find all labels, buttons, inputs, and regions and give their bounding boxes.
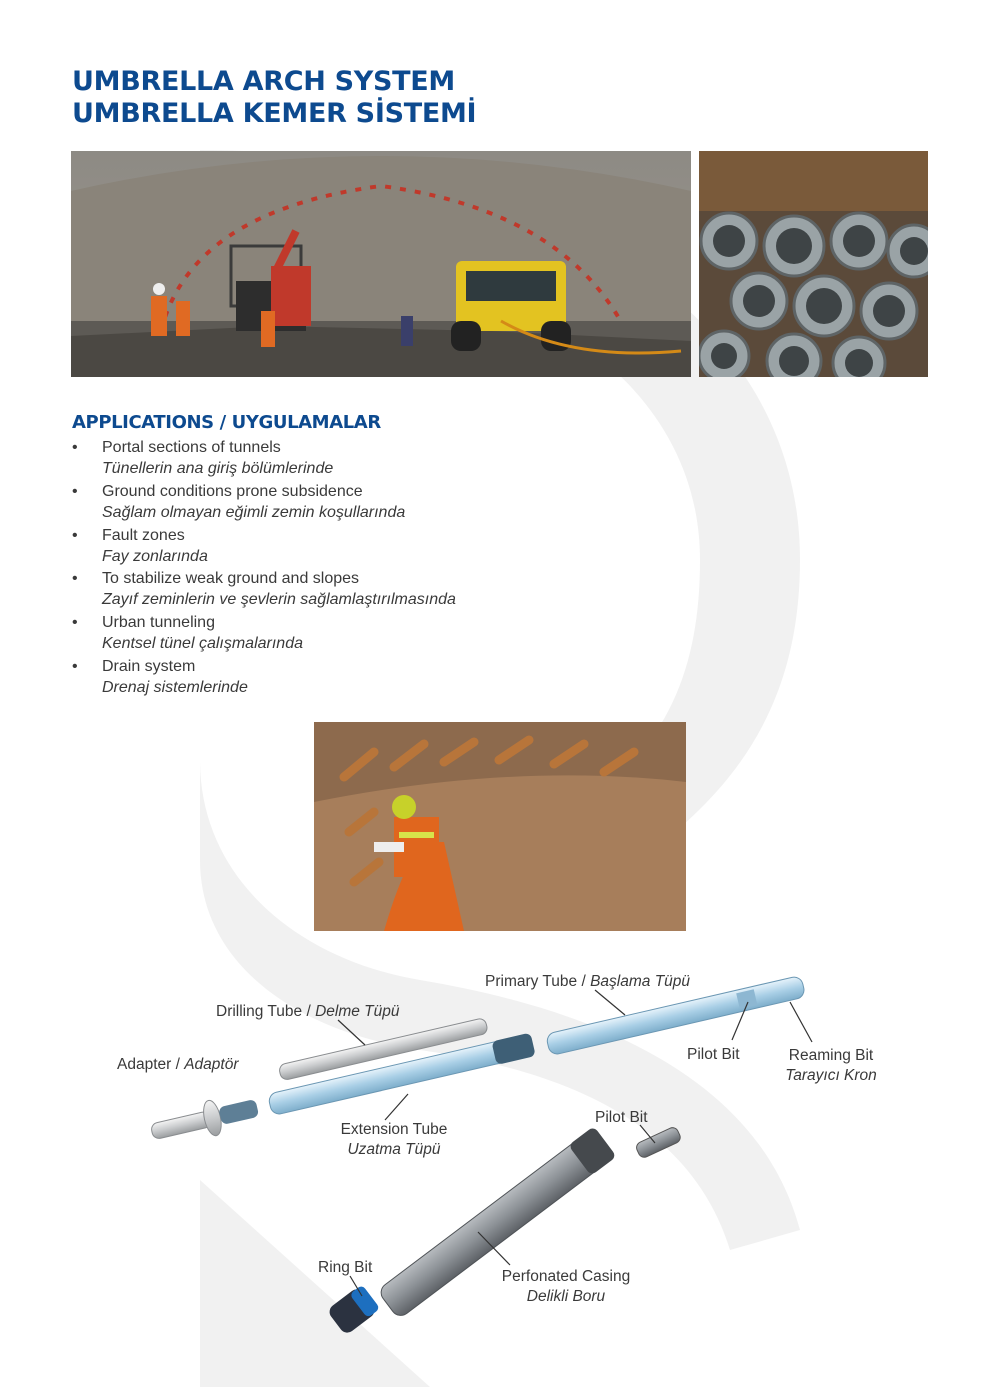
application-item bbox=[72, 525, 572, 569]
pilot-bit-shape bbox=[635, 1126, 683, 1160]
label-drilling-tube: Drilling Tube / Delme Tüpü bbox=[216, 1003, 400, 1020]
bullet-icon: • bbox=[72, 482, 78, 500]
title-line-english: UMBRELLA ARCH SYSTEM bbox=[72, 66, 455, 97]
application-item bbox=[72, 656, 572, 700]
application-item bbox=[72, 437, 572, 481]
application-item-en: Urban tunneling bbox=[102, 614, 215, 632]
application-item-tr: Sağlam olmayan eğimli zemin koşullarında bbox=[102, 503, 406, 521]
application-item-en: Portal sections of tunnels bbox=[102, 439, 281, 456]
application-item bbox=[72, 612, 572, 656]
tunnel-portal-photo bbox=[71, 151, 691, 377]
application-item-tr: Fay zonlarında bbox=[102, 547, 208, 565]
application-item-en: Ground conditions prone subsidence bbox=[102, 482, 363, 500]
label-reaming-bit: Reaming Bit Tarayıcı Kron bbox=[785, 1047, 877, 1084]
application-item-tr: Kentsel tünel çalışmalarında bbox=[102, 635, 303, 653]
application-item-en: Drain system bbox=[102, 657, 196, 675]
applications-list bbox=[72, 437, 572, 700]
bullet-icon: • bbox=[72, 614, 78, 632]
label-adapter: Adapter / Adaptör bbox=[117, 1056, 239, 1073]
application-item-en: Fault zones bbox=[102, 526, 185, 544]
label-pilot-bit-bottom: Pilot Bit bbox=[595, 1109, 648, 1126]
application-item-tr: Drenaj sistemlerinde bbox=[102, 678, 248, 696]
adapter-shape bbox=[148, 1090, 261, 1149]
label-ring-bit: Ring Bit bbox=[318, 1259, 373, 1276]
ring-bit-shape bbox=[326, 1284, 380, 1336]
label-primary-tube: Primary Tube / Başlama Tüpü bbox=[485, 973, 691, 990]
worker-installing-pipes-photo bbox=[314, 722, 686, 931]
bullet-icon: • bbox=[72, 657, 78, 675]
label-perforated-casing: Perfonated Casing Delikli Boru bbox=[501, 1268, 631, 1305]
bullet-icon: • bbox=[72, 570, 78, 588]
application-item-tr: Zayıf zeminlerin ve şevlerin sağlamlaştırılmasında bbox=[102, 591, 456, 609]
title-line-turkish: UMBRELLA KEMER SİSTEMİ bbox=[72, 98, 477, 129]
application-item bbox=[72, 568, 572, 612]
application-item-en: To stabilize weak ground and slopes bbox=[102, 570, 360, 588]
application-item bbox=[72, 481, 572, 525]
pipes-stack-photo bbox=[699, 151, 928, 377]
page-title bbox=[72, 66, 476, 130]
label-pilot-bit-top: Pilot Bit bbox=[687, 1046, 740, 1063]
application-item-tr: Tünellerin ana giriş bölümlerinde bbox=[102, 460, 334, 477]
label-extension-tube: Extension Tube Uzatma Tüpü bbox=[340, 1121, 448, 1158]
bullet-icon: • bbox=[72, 526, 78, 544]
bullet-icon: • bbox=[72, 439, 78, 456]
applications-heading: APPLICATIONS / UYGULAMALAR bbox=[72, 412, 381, 433]
